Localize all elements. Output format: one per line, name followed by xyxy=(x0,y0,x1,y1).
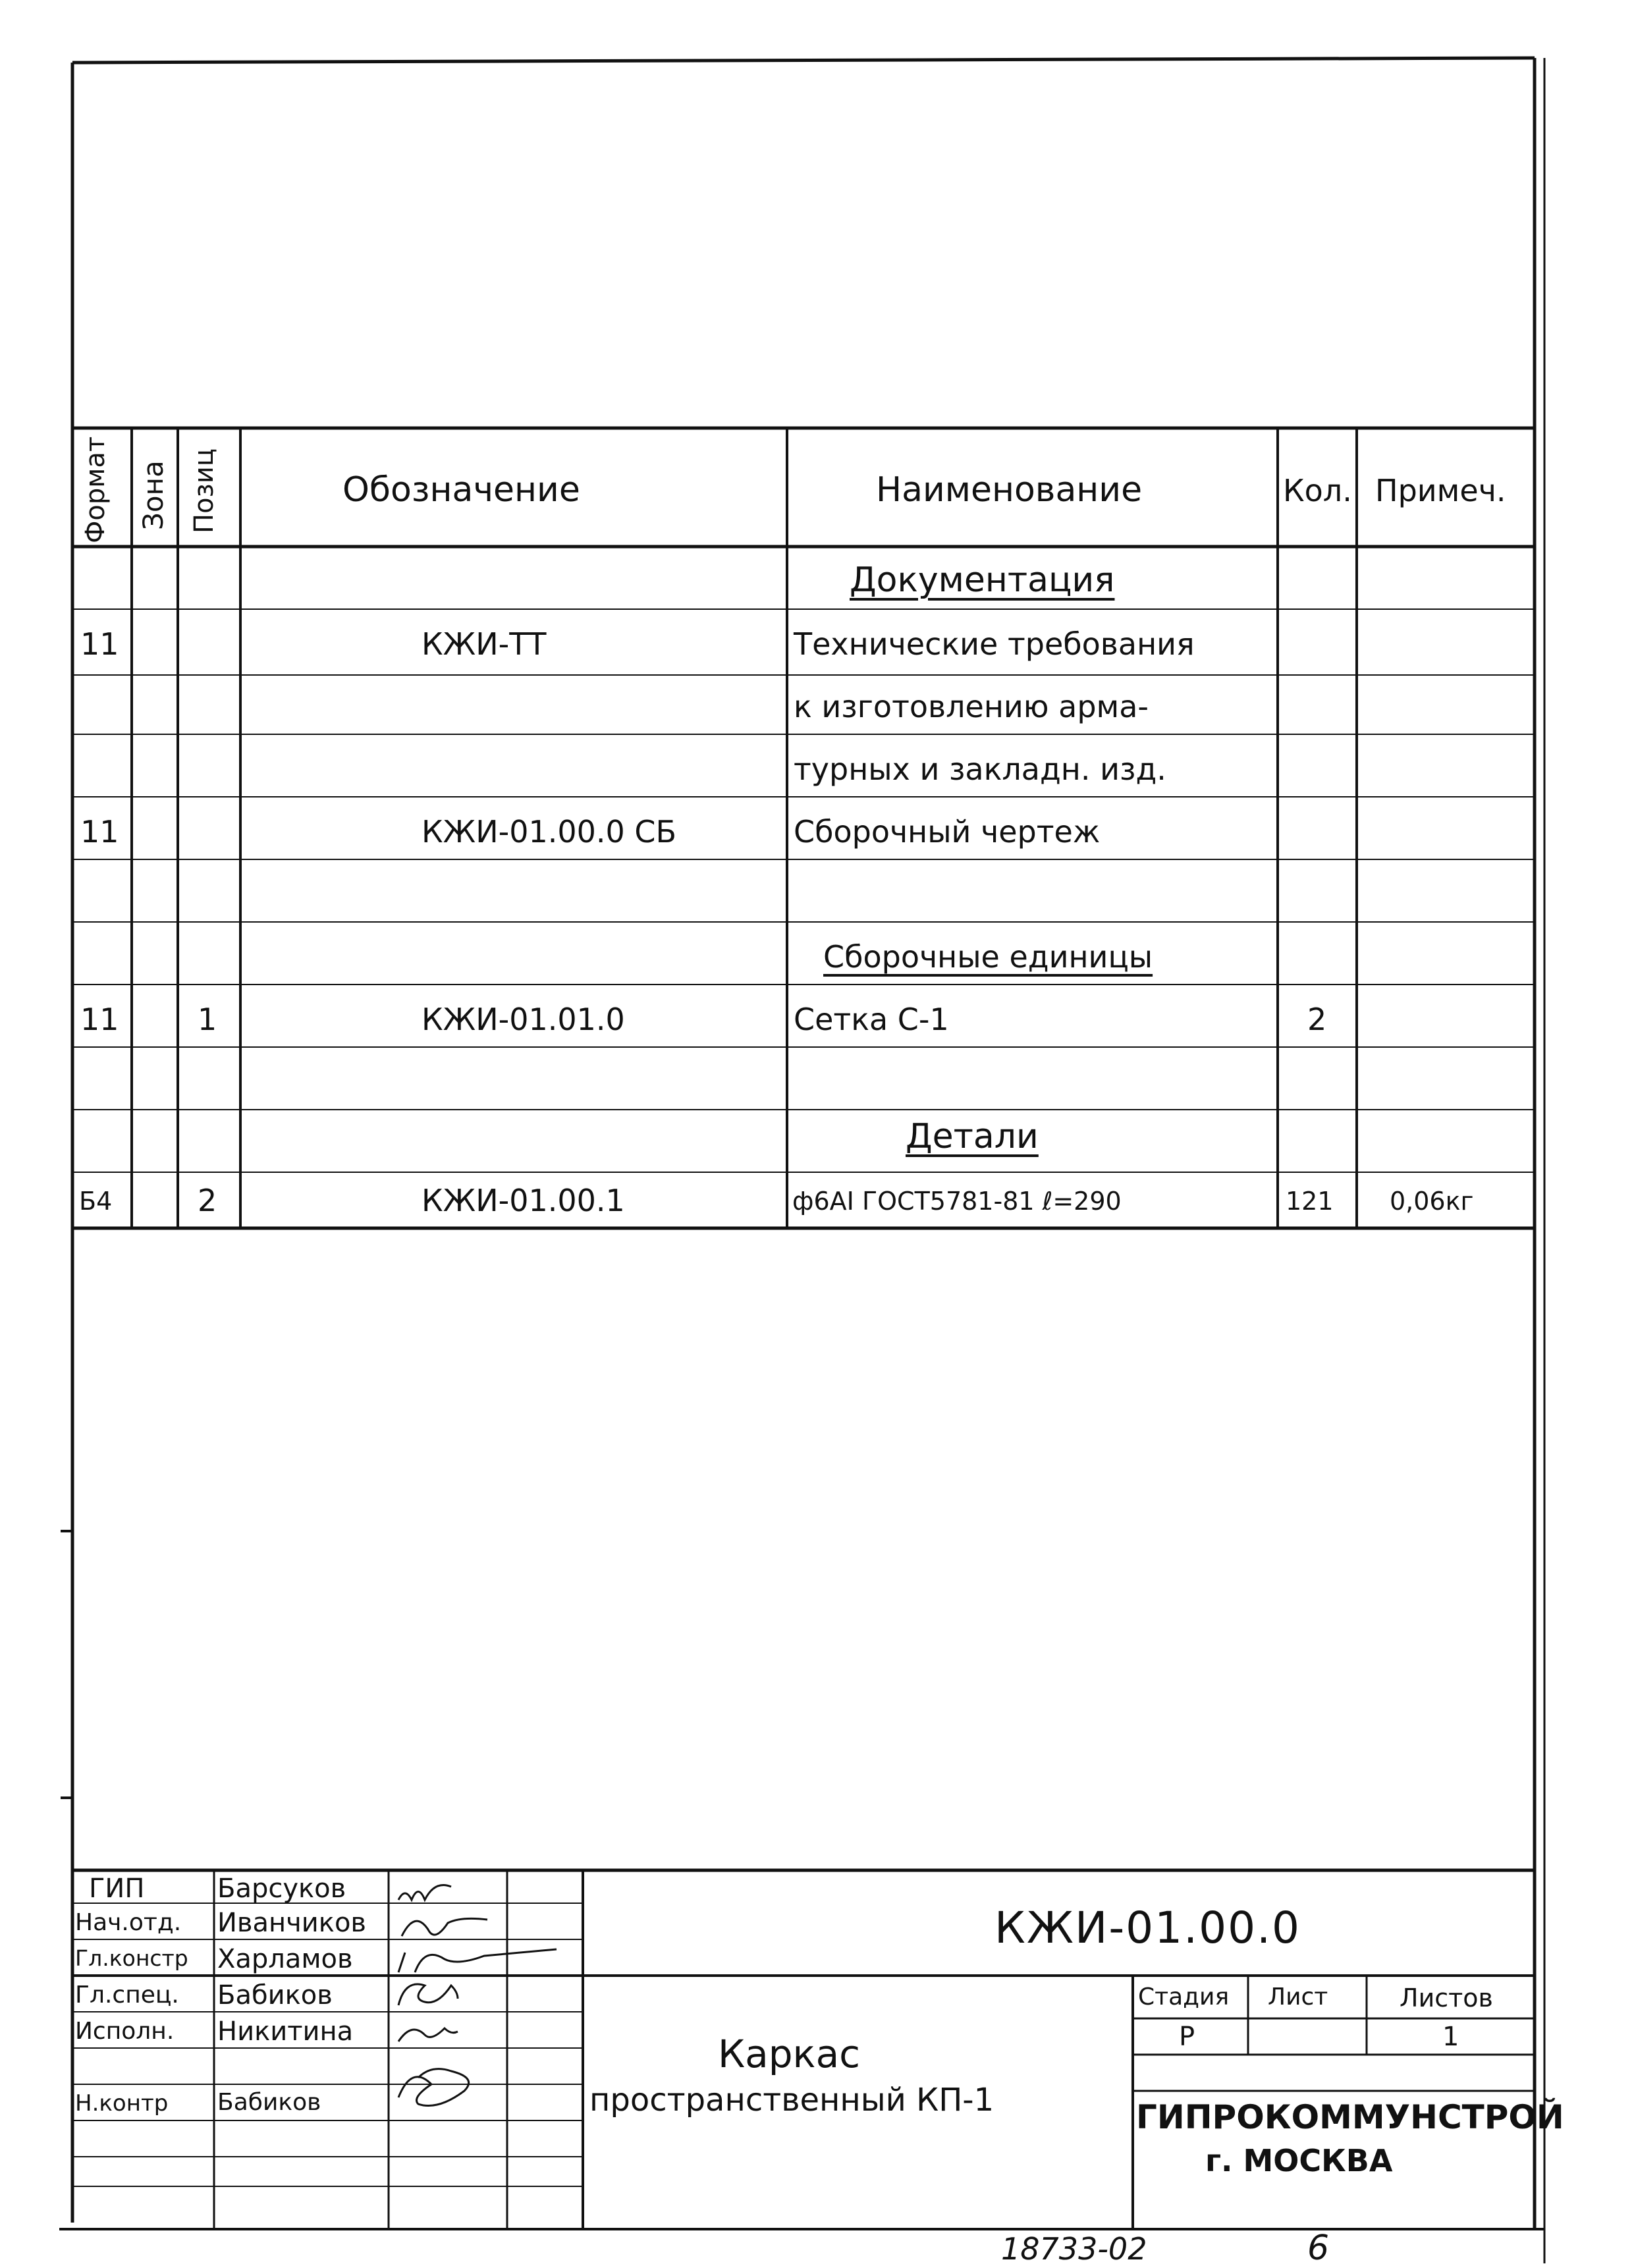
table-row-name: ф6АI ГОСТ5781-81 ℓ=290 xyxy=(792,1187,1122,1216)
header-designation: Обозначение xyxy=(342,470,580,510)
header-note: Примеч. xyxy=(1375,473,1506,508)
document-code: КЖИ-01.00.0 xyxy=(994,1903,1301,1953)
table-row-designation: КЖИ-ТТ xyxy=(422,626,547,662)
header-format: Формат xyxy=(80,436,111,543)
stamp-person: Никитина xyxy=(217,2016,354,2047)
table-row-name: к изготовлению арма- xyxy=(794,689,1149,724)
stamp-role: Исполн. xyxy=(75,2018,175,2045)
stage-value: Р xyxy=(1179,2022,1195,2052)
table-row-format: 11 xyxy=(80,1002,119,1037)
table-row-format: 11 xyxy=(80,626,119,662)
document-title-line1: Каркас xyxy=(718,2032,860,2076)
stamp-person: Барсуков xyxy=(217,1874,346,1904)
table-row-position: 2 xyxy=(198,1183,217,1218)
stage-label: Стадия xyxy=(1138,1984,1230,2011)
document-title-line2: пространственный КП-1 xyxy=(589,2082,994,2119)
sheet-label: Лист xyxy=(1268,1984,1328,2011)
stamp-role: Гл.спец. xyxy=(75,1982,179,2009)
section-heading-assemblies: Сборочные единицы xyxy=(823,939,1153,975)
table-row-name: турных и закладн. изд. xyxy=(794,751,1166,787)
sheets-value: 1 xyxy=(1442,2022,1459,2052)
header-position: Позиц xyxy=(189,448,219,533)
header-qty: Кол. xyxy=(1283,473,1352,508)
stamp-role: Нач.отд. xyxy=(75,1909,182,1936)
table-row-qty: 2 xyxy=(1307,1002,1327,1037)
page-number: 6 xyxy=(1307,2228,1330,2268)
table-row-name: Технические требования xyxy=(794,626,1195,662)
organization-city: г. МОСКВА xyxy=(1205,2143,1393,2178)
stamp-person: Бабиков xyxy=(217,1980,333,2011)
table-row-format: 11 xyxy=(80,814,119,850)
table-row-designation: КЖИ-01.00.1 xyxy=(422,1183,625,1218)
archive-number: 18733-02 xyxy=(1001,2231,1147,2267)
header-name: Наименование xyxy=(876,470,1143,510)
stamp-person: Бабиков xyxy=(217,2089,321,2116)
stamp-role: ГИП xyxy=(89,1874,145,1904)
table-row-format: Б4 xyxy=(79,1187,113,1216)
table-row-note: 0,06кг xyxy=(1390,1187,1474,1216)
stamp-role: Н.контр xyxy=(75,2090,169,2117)
organization-name: ГИПРОКОММУНСТРОЙ xyxy=(1136,2098,1564,2136)
table-row-qty: 121 xyxy=(1286,1187,1334,1216)
table-row-designation: КЖИ-01.01.0 xyxy=(422,1002,625,1037)
stamp-role: Гл.констр xyxy=(75,1945,188,1971)
table-row-name: Сетка С-1 xyxy=(794,1002,949,1037)
table-row-name: Сборочный чертеж xyxy=(794,814,1101,850)
sheets-label: Листов xyxy=(1400,1984,1493,2012)
stamp-person: Харламов xyxy=(217,1944,353,1974)
section-heading-documentation: Документация xyxy=(850,560,1115,600)
section-heading-details: Детали xyxy=(906,1117,1039,1156)
stamp-person: Иванчиков xyxy=(217,1908,366,1938)
signature-scribbles xyxy=(392,1874,583,2183)
table-row-position: 1 xyxy=(198,1002,217,1037)
table-row-designation: КЖИ-01.00.0 СБ xyxy=(422,814,677,850)
header-zone: Зона xyxy=(137,460,169,530)
